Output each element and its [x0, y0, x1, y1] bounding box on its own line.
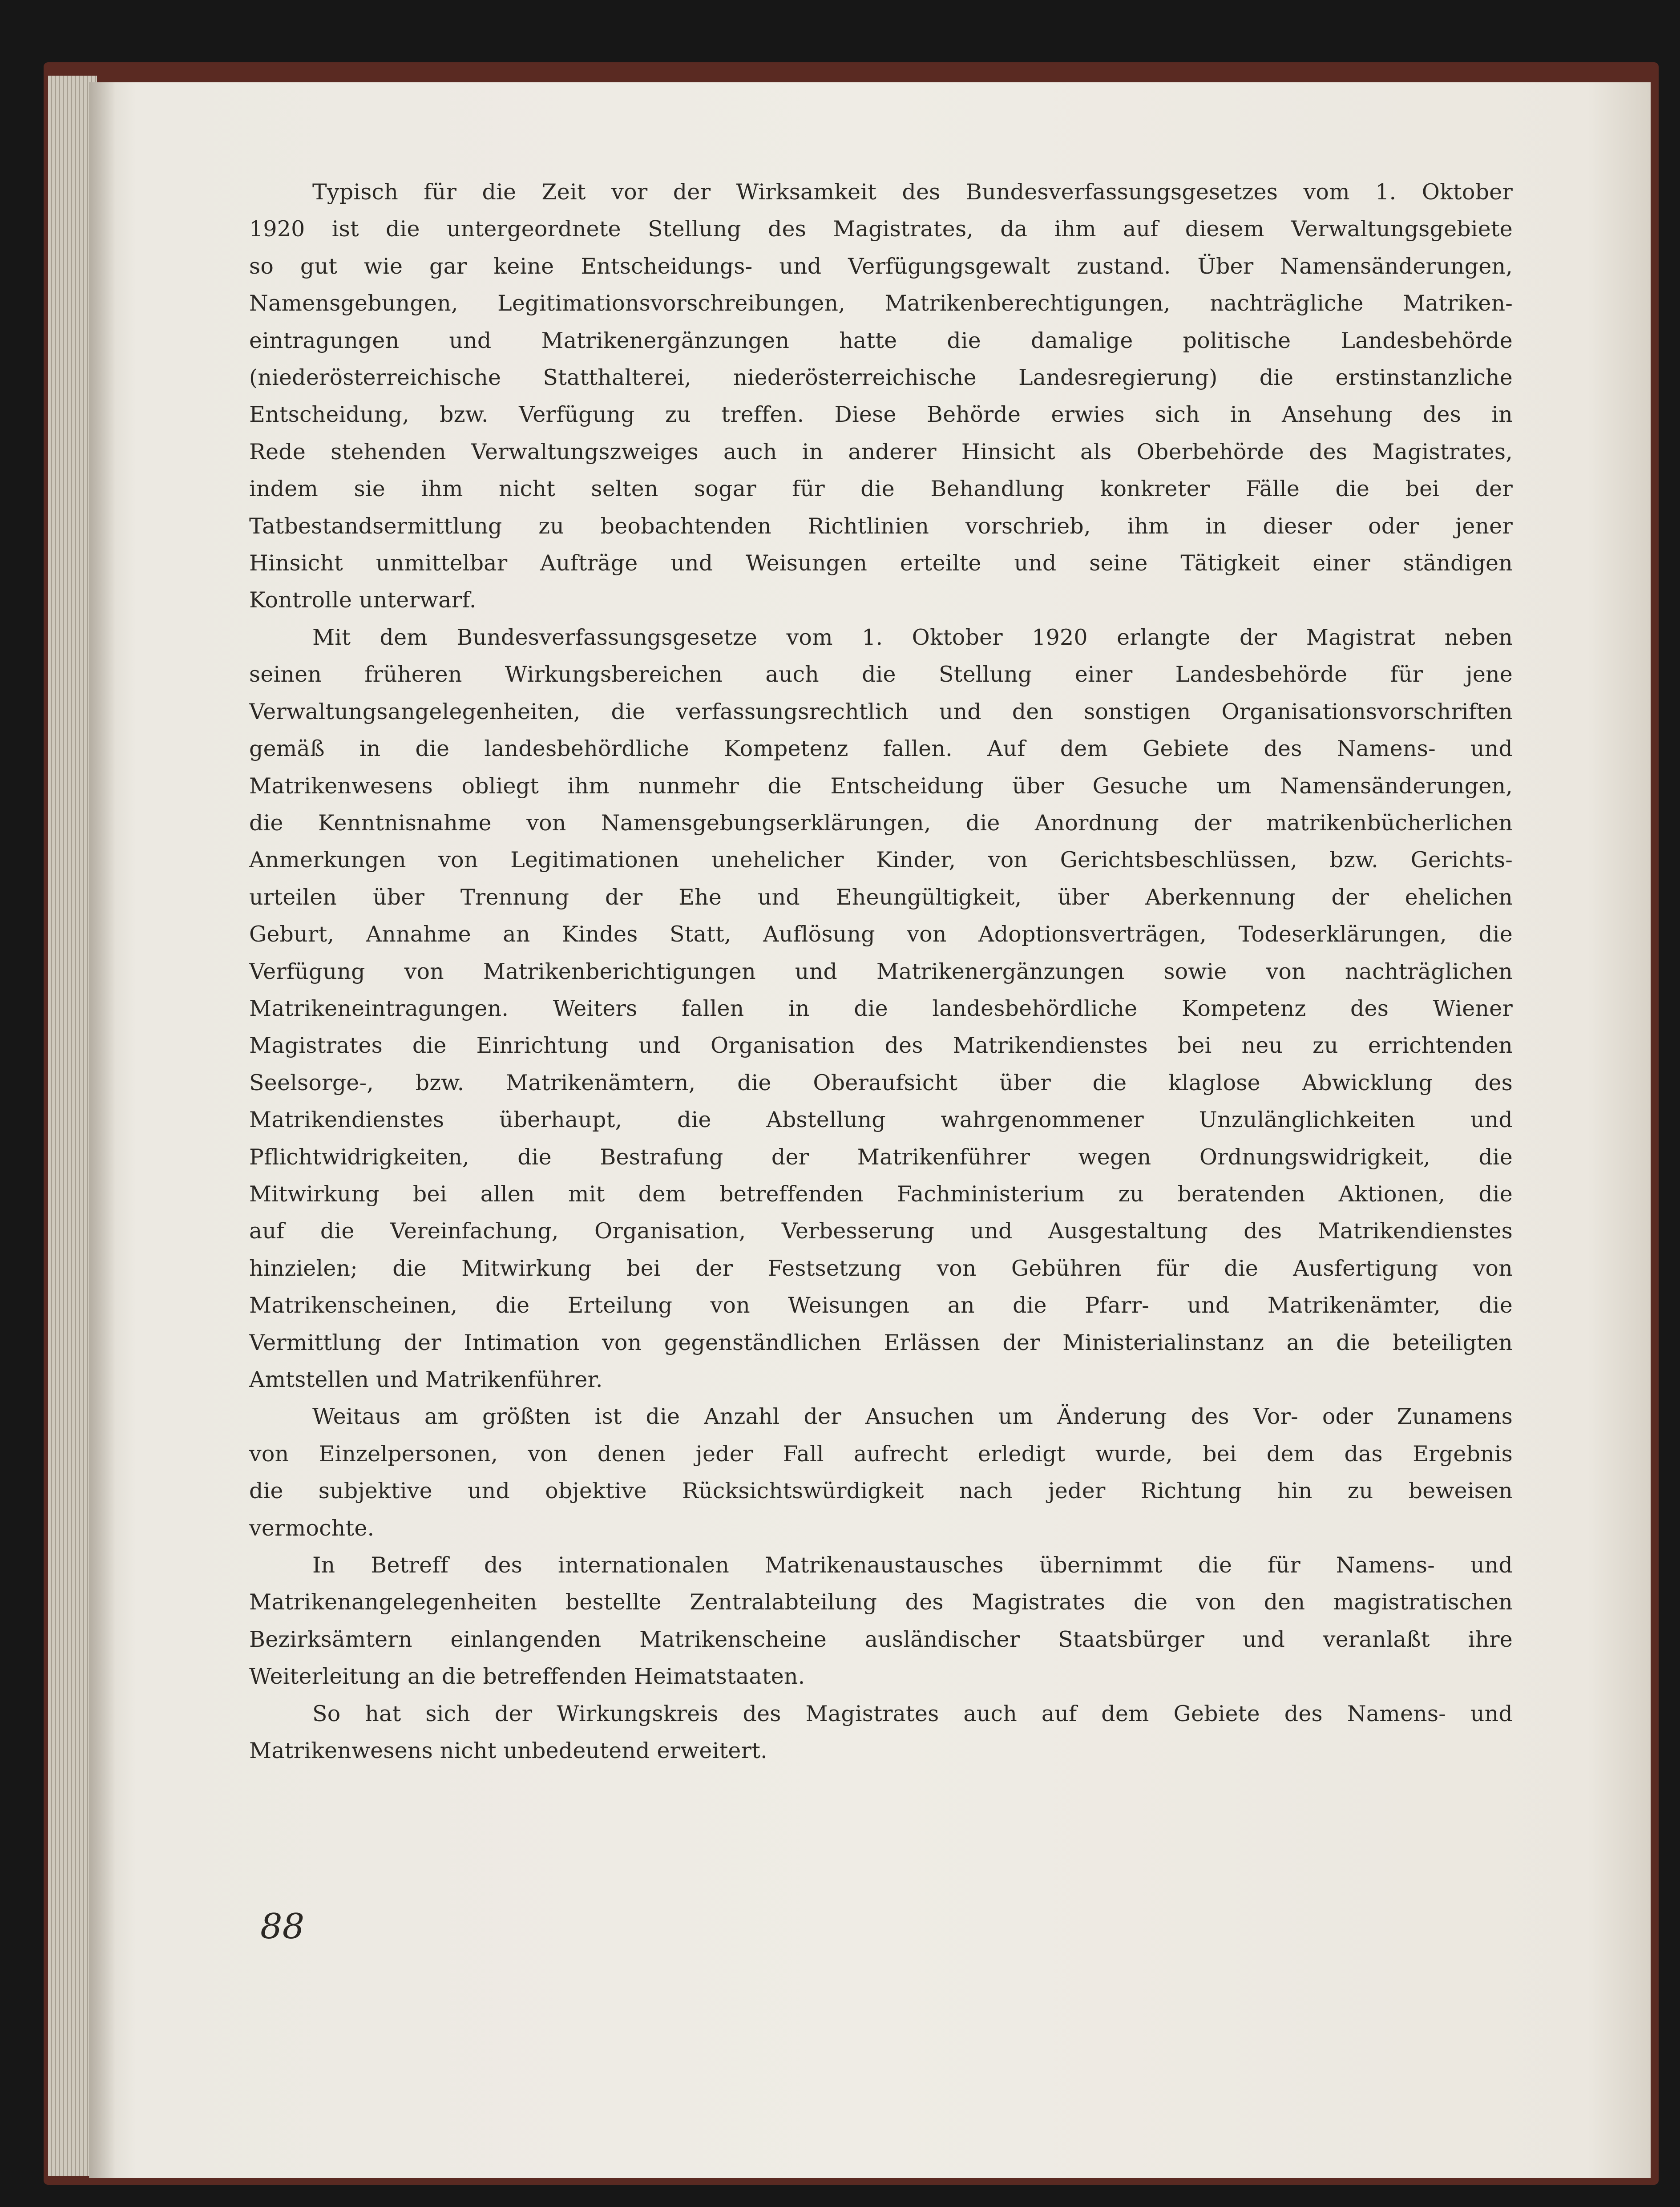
text-line: Verfügung von Matrikenberichtigungen und Matrikenergänzungen sowie von nachträglichen [249, 958, 1513, 984]
paragraph-5 [249, 1695, 1513, 1770]
text-line: Anmerkungen von Legitimationen unehelicher Kinder, von Gerichtsbeschlüssen, bzw. Gerichts- [249, 847, 1513, 873]
text-line: Bezirksämtern einlangenden Matrikenscheine ausländischer Staatsbürger und veranlaßt ihre [249, 1626, 1513, 1652]
text-line: Matrikendienstes überhaupt, die Abstellung wahrgenommener Unzulänglichkeiten und [249, 1107, 1513, 1133]
text-line: Rede stehenden Verwaltungszweiges auch in anderer Hinsicht als Oberbehörde des Magistrates, [249, 439, 1513, 465]
text-line: Kontrolle unterwarf. [249, 587, 477, 613]
paragraph-3 [249, 1398, 1513, 1547]
text-line: Pflichtwidrigkeiten, die Bestrafung der Matrikenführer wegen Ordnungswidrigkeit, die [249, 1144, 1513, 1170]
text-line: Matrikeneintragungen. Weiters fallen in die landesbehördliche Kompetenz des Wiener [249, 995, 1513, 1021]
text-line: Mitwirkung bei allen mit dem betreffenden Fachministerium zu beratenden Aktionen, die [249, 1181, 1513, 1207]
gutter-shadow [89, 82, 116, 2178]
text-line: Geburt, Annahme an Kindes Statt, Auflösung von Adoptionsverträgen, Todeserklärungen, die [249, 922, 1513, 947]
text-line: Entscheidung, bzw. Verfügung zu treffen. Diese Behörde erwies sich in Ansehung des in [249, 402, 1513, 428]
text-line: eintragungen und Matrikenergänzungen hatte die damalige politische Landesbehörde [249, 327, 1513, 353]
text-line: Matrikenscheinen, die Erteilung von Weisungen an die Pfarr- und Matrikenämter, die [249, 1293, 1513, 1318]
text-line: Magistrates die Einrichtung und Organisation des Matrikendienstes bei neu zu errichtenden [249, 1033, 1513, 1059]
text-line: die subjektive und objektive Rücksichtswürdigkeit nach jeder Richtung hin zu beweisen [249, 1478, 1513, 1504]
text-line: So hat sich der Wirkungskreis des Magistrates auch auf dem Gebiete des Namens- und [312, 1701, 1513, 1726]
text-line: gemäß in die landesbehördliche Kompetenz fallen. Auf dem Gebiete des Namens- und [249, 736, 1513, 762]
page-number: 88 [260, 1907, 305, 1947]
text-line: Matrikenangelegenheiten bestellte Zentralabteilung des Magistrates die von den magistratischen [249, 1589, 1513, 1615]
text-line: Amtstellen und Matrikenführer. [249, 1367, 603, 1392]
text-line: (niederösterreichische Statthalterei, niederösterreichische Landesregierung) die erstinstanzliche [249, 365, 1513, 391]
text-line: Matrikenwesens nicht unbedeutend erweitert. [249, 1738, 767, 1764]
paragraph-4 [249, 1547, 1513, 1695]
text-line: 1920 ist die untergeordnete Stellung des Magistrates, da ihm auf diesem Verwaltungsgebiete [249, 216, 1513, 242]
text-line: In Betreff des internationalen Matrikenaustausches übernimmt die für Namens- und [312, 1552, 1513, 1578]
text-line: Vermittlung der Intimation von gegenständlichen Erlässen der Ministerialinstanz an die beteiligten [249, 1330, 1513, 1355]
text-line: hinzielen; die Mitwirkung bei der Festsetzung von Gebühren für die Ausfertigung von [249, 1255, 1513, 1281]
text-line: Verwaltungsangelegenheiten, die verfassungsrechtlich und den sonstigen Organisationsvorschriften [249, 699, 1513, 724]
paragraph-1 [249, 174, 1513, 619]
text-line: Namensgebungen, Legitimationsvorschreibungen, Matrikenberechtigungen, nachträgliche Matriken- [249, 291, 1513, 316]
text-line: die Kenntnisnahme von Namensgebungserklärungen, die Anordnung der matrikenbücherlichen [249, 810, 1513, 836]
text-line: Tatbestandsermittlung zu beobachtenden Richtlinien vorschrieb, ihm in dieser oder jener [249, 513, 1513, 539]
text-line: seinen früheren Wirkungsbereichen auch die Stellung einer Landesbehörde für jene [249, 662, 1513, 687]
text-line: indem sie ihm nicht selten sogar für die Behandlung konkreter Fälle die bei der [249, 476, 1513, 502]
text-line: Weiterleitung an die betreffenden Heimatstaaten. [249, 1664, 805, 1690]
text-line: so gut wie gar keine Entscheidungs- und Verfügungsgewalt zustand. Über Namensänderungen, [249, 253, 1513, 279]
text-line: Seelsorge-, bzw. Matrikenämtern, die Oberaufsicht über die klaglose Abwicklung des [249, 1070, 1513, 1095]
text-line: urteilen über Trennung der Ehe und Eheungültigkeit, über Aberkennung der ehelichen [249, 884, 1513, 910]
text-line: von Einzelpersonen, von denen jeder Fall aufrecht erledigt wurde, bei dem das Ergebnis [249, 1441, 1513, 1467]
text-line: auf die Vereinfachung, Organisation, Verbesserung und Ausgestaltung des Matrikendienstes [249, 1218, 1513, 1244]
text-line: Matrikenwesens obliegt ihm nunmehr die Entscheidung über Gesuche um Namensänderungen, [249, 773, 1513, 799]
text-line: Hinsicht unmittelbar Aufträge und Weisungen erteilte und seine Tätigkeit einer ständigen [249, 550, 1513, 576]
text-line: Typisch für die Zeit vor der Wirksamkeit des Bundesverfassungsgesetzes vom 1. Oktober [312, 179, 1513, 205]
text-line: vermochte. [249, 1515, 375, 1541]
text-line: Weitaus am größten ist die Anzahl der Ansuchen um Änderung des Vor- oder Zunamens [312, 1404, 1513, 1430]
paragraph-2 [249, 619, 1513, 1399]
text-line: Mit dem Bundesverfassungsgesetze vom 1. Oktober 1920 erlangte der Magistrat neben [312, 624, 1513, 650]
body-text [249, 174, 1513, 1769]
